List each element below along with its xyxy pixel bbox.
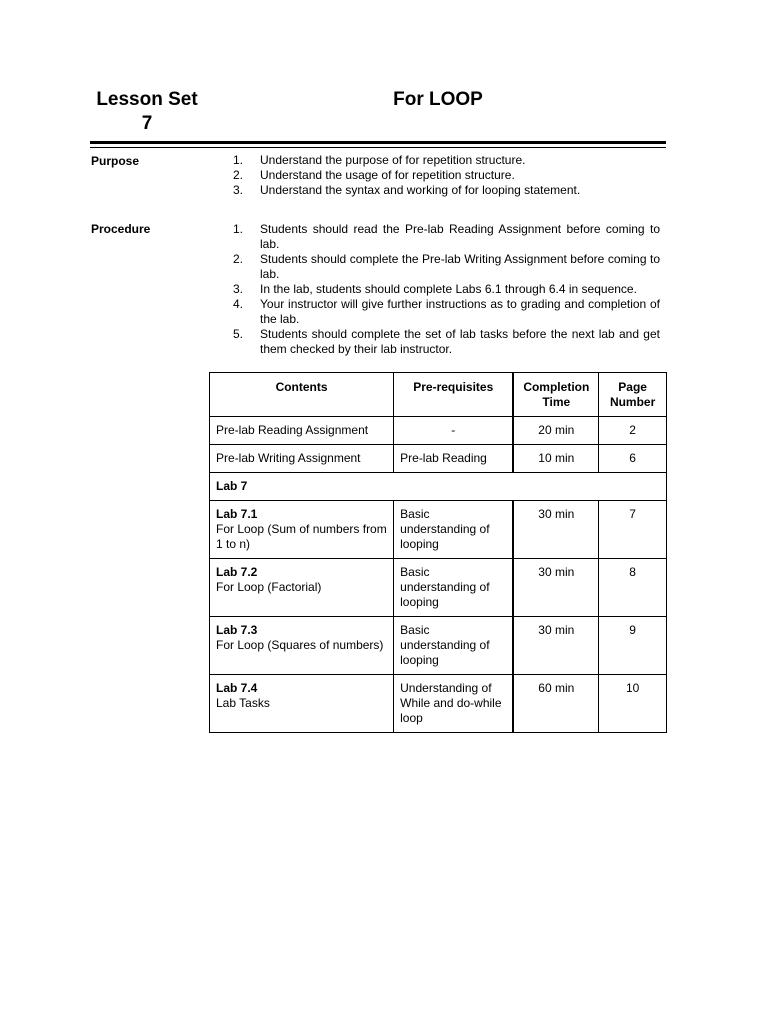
table-row: Lab 7.4 Lab Tasks Understanding of While and do-while loop 60 min 10: [210, 675, 667, 733]
purpose-item: 2. Understand the usage of for repetition structure.: [233, 168, 515, 182]
table-row: Pre-lab Reading Assignment - 20 min 2: [210, 417, 667, 445]
purpose-list: [233, 153, 660, 198]
procedure-item: 4. Your instructor will give further instructions as to grading and completion of the lab.: [233, 297, 660, 326]
header-completion-time: Completion Time: [513, 373, 598, 417]
table-row: Lab 7.2 For Loop (Factorial) Basic understanding of looping 30 min 8: [210, 559, 667, 617]
procedure-item: 3. In the lab, students should complete Labs 6.1 through 6.4 in sequence.: [233, 282, 637, 296]
procedure-item: 5. Students should complete the set of lab tasks before the next lab and get them checked by their lab instructor.: [233, 327, 660, 356]
header-divider-thick: [90, 141, 666, 144]
lesson-set-heading: [92, 88, 202, 136]
lab-section-label: Lab 7: [210, 473, 667, 501]
table-header-row: [210, 373, 667, 417]
table-row: Pre-lab Writing Assignment Pre-lab Reading 10 min 6: [210, 445, 667, 473]
lab-section-row: [210, 473, 667, 501]
header-divider-thin: [90, 147, 666, 148]
table-row: Lab 7.3 For Loop (Squares of numbers) Basic understanding of looping 30 min 9: [210, 617, 667, 675]
lesson-set-label: Lesson Set: [96, 89, 198, 110]
procedure-list: [233, 222, 660, 357]
page-title: For LOOP: [393, 89, 483, 110]
procedure-item: 1. Students should read the Pre-lab Reading Assignment before coming to lab.: [233, 222, 660, 251]
procedure-label: Procedure: [91, 222, 151, 236]
procedure-item: 2. Students should complete the Pre-lab Writing Assignment before coming to lab.: [233, 252, 660, 281]
purpose-item: 1. Understand the purpose of for repetition structure.: [233, 153, 526, 167]
purpose-item: 3. Understand the syntax and working of for looping statement.: [233, 183, 581, 197]
purpose-label: Purpose: [91, 154, 140, 168]
header-prerequisites: Pre-requisites: [394, 373, 514, 417]
lesson-set-number: 7: [141, 113, 153, 134]
table-row: Lab 7.1 For Loop (Sum of numbers from 1 to n) Basic understanding of looping 30 min 7: [210, 501, 667, 559]
contents-table: [209, 372, 667, 733]
header-contents: Contents: [210, 373, 394, 417]
header-page-number: Page Number: [599, 373, 667, 417]
